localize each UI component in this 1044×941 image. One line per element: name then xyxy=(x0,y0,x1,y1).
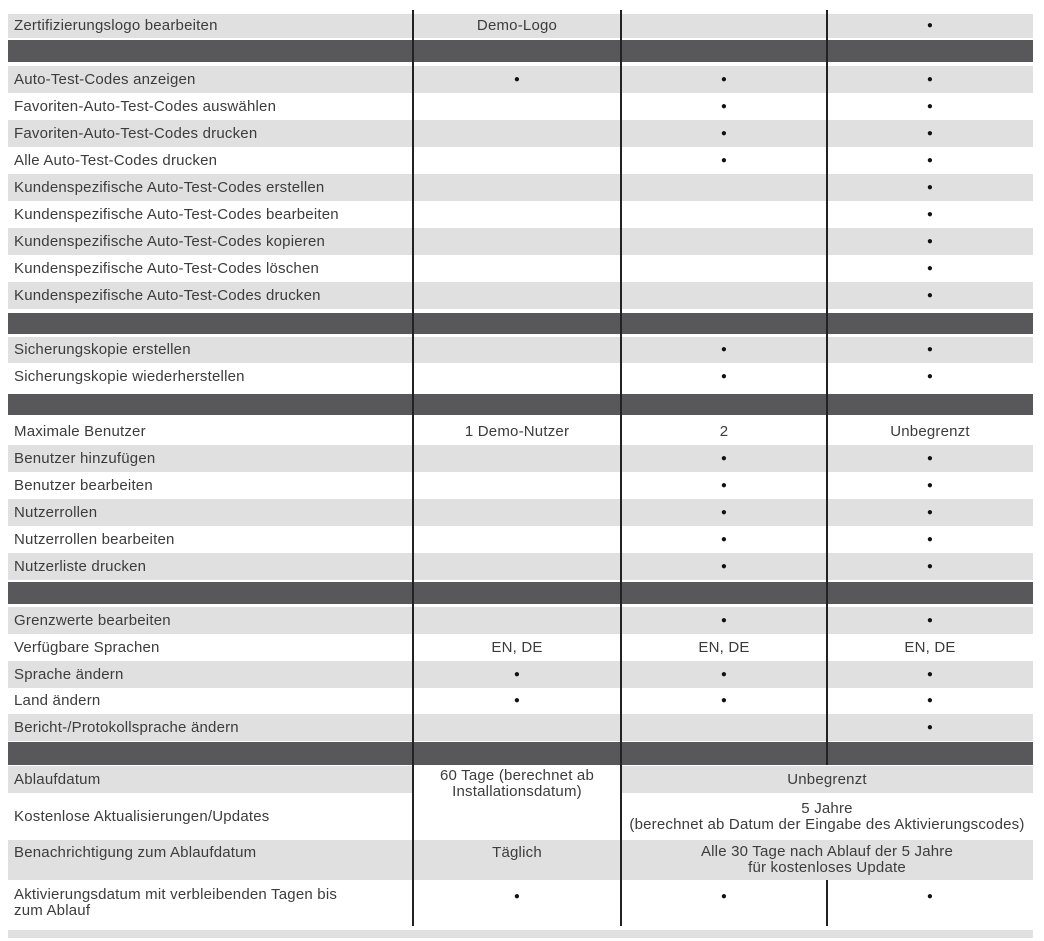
feature-label: Verfügbare Sprachen xyxy=(14,639,160,656)
section-separator xyxy=(8,394,1033,415)
cell-line: Installationsdatum) xyxy=(452,783,582,800)
bullet-icon: ● xyxy=(720,453,728,464)
feature-label: Sicherungskopie erstellen xyxy=(14,341,191,358)
cell-value xyxy=(413,768,621,800)
table-row xyxy=(8,880,1033,926)
bullet-icon: ● xyxy=(720,615,728,626)
feature-label: Benutzer hinzufügen xyxy=(14,450,156,467)
table-row xyxy=(8,201,1033,228)
table-row xyxy=(8,66,1033,93)
table-row xyxy=(8,363,1033,390)
table-row xyxy=(8,714,1033,741)
table-row xyxy=(8,174,1033,201)
table-row xyxy=(8,14,1033,38)
table-row xyxy=(8,553,1033,580)
bullet-icon: ● xyxy=(926,209,934,220)
feature-label: Bericht-/Protokollsprache ändern xyxy=(14,719,239,736)
section-separator xyxy=(8,313,1033,334)
bullet-icon: ● xyxy=(720,561,728,572)
table-row xyxy=(8,282,1033,309)
feature-label-line: Aktivierungsdatum mit verbleibenden Tagen bis xyxy=(14,886,338,903)
cell-line: Alle 30 Tage nach Ablauf der 5 Jahre xyxy=(700,843,954,860)
bullet-icon: ● xyxy=(926,695,934,706)
table-row xyxy=(8,766,1033,800)
feature-label-line: zum Ablauf xyxy=(14,902,91,919)
feature-label: Benachrichtigung zum Ablaufdatum xyxy=(14,844,257,861)
spacer xyxy=(8,0,1033,14)
bullet-icon: ● xyxy=(926,891,934,902)
table-row xyxy=(8,147,1033,174)
bullet-icon: ● xyxy=(720,695,728,706)
bullet-icon: ● xyxy=(720,371,728,382)
feature-comparison-table xyxy=(8,0,1033,938)
bullet-icon: ● xyxy=(720,128,728,139)
bullet-icon: ● xyxy=(926,344,934,355)
cell-line: für kostenloses Update xyxy=(748,859,906,876)
feature-label: Sicherungskopie wiederherstellen xyxy=(14,368,245,385)
bullet-icon: ● xyxy=(513,695,521,706)
column-divider xyxy=(620,10,622,926)
bullet-icon: ● xyxy=(720,534,728,545)
section-separator xyxy=(8,40,1033,62)
bullet-icon: ● xyxy=(926,101,934,112)
bullet-icon: ● xyxy=(926,236,934,247)
feature-label: Nutzerrollen bearbeiten xyxy=(14,531,175,548)
bullet-icon: ● xyxy=(926,453,934,464)
bullet-icon: ● xyxy=(926,561,934,572)
bullet-icon: ● xyxy=(720,74,728,85)
bullet-icon: ● xyxy=(720,101,728,112)
feature-label: Land ändern xyxy=(14,692,101,709)
cell-value: Unbegrenzt xyxy=(890,423,970,440)
table-row xyxy=(8,607,1033,634)
table-row xyxy=(8,661,1033,688)
table-row xyxy=(8,499,1033,526)
bullet-icon: ● xyxy=(926,371,934,382)
feature-label: Auto-Test-Codes anzeigen xyxy=(14,71,196,88)
table-row xyxy=(8,255,1033,282)
bullet-icon: ● xyxy=(926,263,934,274)
feature-label: Ablaufdatum xyxy=(14,771,101,788)
table-row xyxy=(8,419,1033,445)
bullet-icon: ● xyxy=(513,74,521,85)
cell-value xyxy=(621,793,1033,833)
table-row xyxy=(8,793,1033,840)
table-row xyxy=(8,526,1033,553)
feature-label: Kundenspezifische Auto-Test-Codes erstellen xyxy=(14,179,325,196)
cell-line: 60 Tage (berechnet ab xyxy=(439,767,595,784)
cell-line: (berechnet ab Datum der Eingabe des Aktivierungscodes) xyxy=(629,816,1025,833)
bullet-icon: ● xyxy=(926,615,934,626)
column-divider xyxy=(826,880,828,926)
feature-label xyxy=(14,880,337,919)
bullet-icon: ● xyxy=(926,128,934,139)
bullet-icon: ● xyxy=(720,891,728,902)
bullet-icon: ● xyxy=(926,480,934,491)
bullet-icon: ● xyxy=(926,182,934,193)
feature-label: Zertifizierungslogo bearbeiten xyxy=(14,17,218,34)
feature-label: Sprache ändern xyxy=(14,666,124,683)
feature-label: Kostenlose Aktualisierungen/Updates xyxy=(14,808,270,825)
table-row xyxy=(8,120,1033,147)
section-separator xyxy=(8,582,1033,604)
column-divider xyxy=(826,10,828,765)
bullet-icon: ● xyxy=(926,722,934,733)
bullet-icon: ● xyxy=(926,507,934,518)
bullet-icon: ● xyxy=(926,290,934,301)
cell-value: Unbegrenzt xyxy=(787,771,867,788)
table-row xyxy=(8,472,1033,499)
feature-label: Nutzerrollen xyxy=(14,504,98,521)
bullet-icon: ● xyxy=(926,74,934,85)
bullet-icon: ● xyxy=(513,669,521,680)
cell-value: 2 xyxy=(719,423,729,440)
feature-label: Kundenspezifische Auto-Test-Codes bearbeiten xyxy=(14,206,339,223)
table-row xyxy=(8,840,1033,880)
feature-label: Alle Auto-Test-Codes drucken xyxy=(14,152,218,169)
cell-value: Demo-Logo xyxy=(476,17,558,34)
feature-label: Kundenspezifische Auto-Test-Codes löschen xyxy=(14,260,320,277)
feature-label: Favoriten-Auto-Test-Codes drucken xyxy=(14,125,258,142)
feature-label: Kundenspezifische Auto-Test-Codes kopieren xyxy=(14,233,326,250)
feature-label: Favoriten-Auto-Test-Codes auswählen xyxy=(14,98,277,115)
cell-value: Täglich xyxy=(492,844,542,861)
bullet-icon: ● xyxy=(720,344,728,355)
feature-label: Maximale Benutzer xyxy=(14,423,146,440)
table-row xyxy=(8,634,1033,661)
cell-value: EN, DE xyxy=(698,639,750,656)
bullet-icon: ● xyxy=(926,155,934,166)
cell-value: 1 Demo-Nutzer xyxy=(464,423,570,440)
bullet-icon: ● xyxy=(720,155,728,166)
cutoff-next-row xyxy=(8,930,1033,938)
feature-label: Benutzer bearbeiten xyxy=(14,477,153,494)
column-divider xyxy=(412,10,414,926)
feature-label: Kundenspezifische Auto-Test-Codes drucken xyxy=(14,287,321,304)
table-row xyxy=(8,337,1033,363)
table-row xyxy=(8,445,1033,472)
bullet-icon: ● xyxy=(720,669,728,680)
section-separator xyxy=(8,742,1033,765)
cell-line: 5 Jahre xyxy=(801,800,853,817)
table-row xyxy=(8,228,1033,255)
feature-label: Grenzwerte bearbeiten xyxy=(14,612,171,629)
table-row xyxy=(8,688,1033,714)
bullet-icon: ● xyxy=(720,507,728,518)
cell-value: EN, DE xyxy=(904,639,956,656)
feature-label: Nutzerliste drucken xyxy=(14,558,147,575)
table-row xyxy=(8,93,1033,120)
bullet-icon: ● xyxy=(513,891,521,902)
bullet-icon: ● xyxy=(926,669,934,680)
bullet-icon: ● xyxy=(926,534,934,545)
bullet-icon: ● xyxy=(926,20,934,31)
bullet-icon: ● xyxy=(720,480,728,491)
cell-value xyxy=(621,840,1033,876)
cell-value: EN, DE xyxy=(491,639,543,656)
